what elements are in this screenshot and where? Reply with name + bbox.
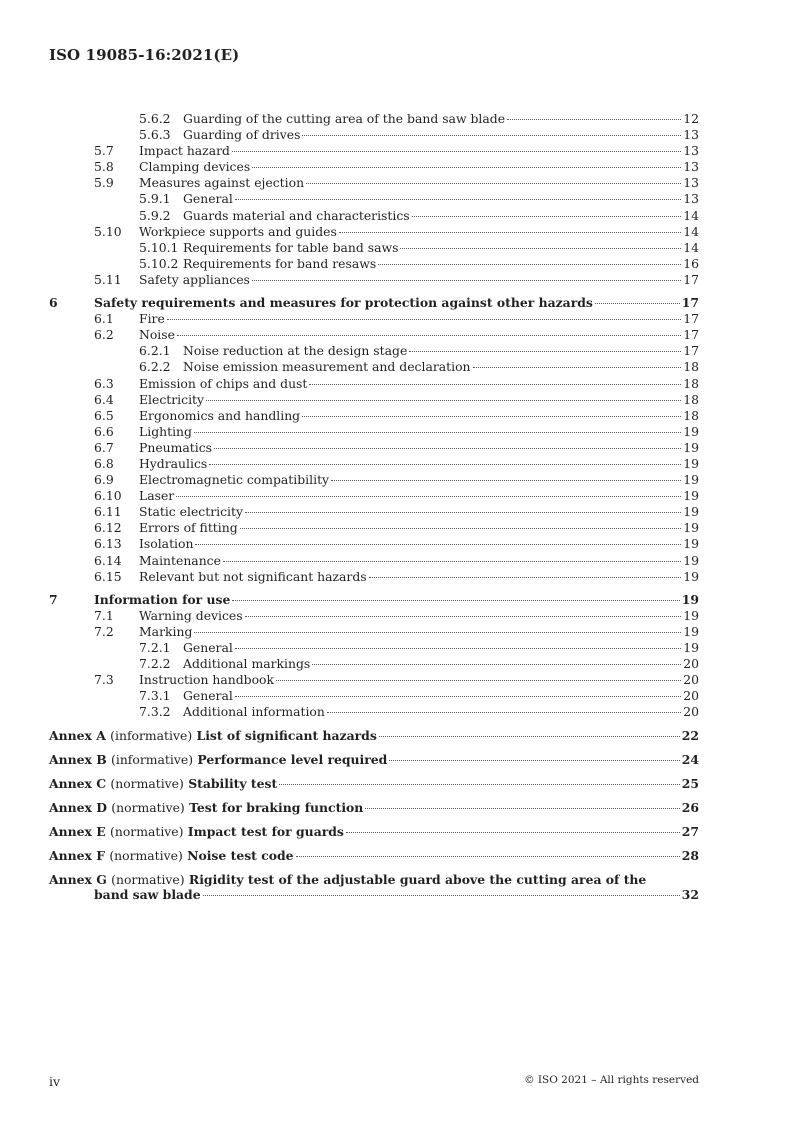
toc-title: Static electricity xyxy=(139,504,243,520)
dot-leader xyxy=(595,303,680,304)
toc-page-number: 13 xyxy=(683,175,699,191)
toc-page-number: 13 xyxy=(683,191,699,207)
annex-prefix: Annex C xyxy=(49,776,107,792)
toc-title: Guards material and characteristics xyxy=(183,207,410,223)
toc-title: Safety requirements and measures for protection against other hazards xyxy=(94,295,593,311)
toc-entry-7-2-1[interactable] xyxy=(49,640,699,656)
toc-entry-annex-a[interactable] xyxy=(49,728,699,744)
toc-page-number: 19 xyxy=(683,488,699,504)
toc-title: Noise emission measurement and declaration xyxy=(183,359,471,375)
toc-entry-5-10-1[interactable] xyxy=(49,240,699,256)
dot-leader xyxy=(346,832,680,833)
annex-title: Noise test code xyxy=(187,848,294,864)
toc-entry-6-3[interactable] xyxy=(49,376,699,392)
toc-page-number: 17 xyxy=(681,295,699,311)
toc-number: 6.5 xyxy=(94,407,114,423)
annex-title: List of significant hazards xyxy=(196,728,377,744)
toc-number: 6.14 xyxy=(94,552,122,568)
toc-title: Requirements for table band saws xyxy=(183,239,399,255)
toc-page-number: 20 xyxy=(683,672,699,688)
toc-page-number: 18 xyxy=(683,407,699,423)
toc-page-number: 19 xyxy=(683,552,699,568)
toc-entry-7-3[interactable] xyxy=(49,672,699,688)
toc-entry-5-9[interactable] xyxy=(49,175,699,191)
dot-leader xyxy=(245,512,681,513)
toc-entry-7-3-1[interactable] xyxy=(49,688,699,704)
toc-entry-5-9-2[interactable] xyxy=(49,208,699,224)
toc-number: 6.15 xyxy=(94,568,122,584)
toc-page-number: 13 xyxy=(683,127,699,143)
toc-title: Impact hazard xyxy=(139,143,230,159)
toc-page-number: 18 xyxy=(683,375,699,391)
toc-title: Pneumatics xyxy=(139,439,213,455)
toc-page-number: 14 xyxy=(683,223,699,239)
dot-leader xyxy=(296,856,680,857)
toc-title: General xyxy=(183,640,233,655)
dot-leader xyxy=(194,432,681,433)
toc-page-number: 22 xyxy=(681,728,699,744)
toc-number: 7.2.1 xyxy=(139,640,171,655)
toc-title: General xyxy=(183,688,233,704)
toc-page-number: 20 xyxy=(683,656,699,672)
dot-leader xyxy=(252,280,681,281)
page-number: iv xyxy=(49,1074,61,1089)
toc-number: 6.2.2 xyxy=(139,359,171,375)
toc-page-number: 20 xyxy=(683,704,699,720)
dot-leader xyxy=(507,119,681,120)
dot-leader xyxy=(279,784,680,785)
annex-prefix: Annex F xyxy=(49,848,106,864)
toc-number: 7.3.1 xyxy=(139,688,171,704)
dot-leader xyxy=(232,600,679,601)
toc-page-number: 25 xyxy=(681,776,699,792)
annex-title: Stability test xyxy=(188,776,278,792)
toc-number: 6.11 xyxy=(94,504,122,520)
toc-entry-5-7[interactable] xyxy=(49,143,699,159)
toc-page-number: 32 xyxy=(681,887,699,903)
toc-title: Electromagnetic compatibility xyxy=(139,472,330,488)
toc-page-number: 19 xyxy=(683,455,699,471)
toc-entry-6-11[interactable] xyxy=(49,504,699,520)
annex-kind: (normative) xyxy=(110,776,184,792)
annex-kind: (informative) xyxy=(111,752,194,768)
toc-title: Lighting xyxy=(139,423,192,439)
toc-number: 6.12 xyxy=(94,520,122,536)
toc-page-number: 14 xyxy=(683,207,699,223)
toc-number: 6.4 xyxy=(94,391,114,407)
toc-title: Ergonomics and handling xyxy=(139,407,301,423)
toc-entry-6[interactable] xyxy=(49,295,699,311)
dot-leader xyxy=(240,528,682,529)
toc-entry-6-9[interactable] xyxy=(49,472,699,488)
annex-kind: (informative) xyxy=(110,728,193,744)
toc-page-number: 27 xyxy=(681,824,699,840)
dot-leader xyxy=(167,319,681,320)
dot-leader xyxy=(194,632,681,633)
dot-leader xyxy=(378,264,681,265)
toc-page-number: 19 xyxy=(683,623,699,639)
toc-page-number: 19 xyxy=(683,640,699,655)
toc-number: 5.6.2 xyxy=(139,111,171,126)
toc-title: Information for use xyxy=(94,591,231,607)
toc-title: Relevant but not significant hazards xyxy=(139,568,367,584)
dot-leader xyxy=(206,400,681,401)
dot-leader xyxy=(209,464,681,465)
toc-entry-6-4[interactable] xyxy=(49,392,699,408)
toc-page-number: 20 xyxy=(683,688,699,704)
toc-page-number: 19 xyxy=(683,423,699,439)
toc-entry-6-13[interactable] xyxy=(49,536,699,552)
toc-section-5-continued xyxy=(49,111,699,288)
toc-number: 6.8 xyxy=(94,455,114,471)
dot-leader xyxy=(235,199,681,200)
annex-kind: (normative) xyxy=(110,824,184,840)
copyright-notice: © ISO 2021 – All rights reserved xyxy=(524,1074,699,1086)
annex-label xyxy=(49,824,344,840)
toc-number: 5.9.1 xyxy=(139,191,171,207)
toc-title: Electricity xyxy=(139,391,205,407)
dot-leader xyxy=(245,616,682,617)
toc-title: Guarding of drives xyxy=(183,127,301,143)
annex-prefix: Annex E xyxy=(49,824,106,840)
dot-leader xyxy=(232,151,681,152)
toc-title: Hydraulics xyxy=(139,455,208,471)
dot-leader xyxy=(214,448,681,449)
toc-page-number: 19 xyxy=(683,568,699,584)
toc-page-number: 19 xyxy=(683,607,699,623)
toc-number: 5.6.3 xyxy=(139,127,171,143)
dot-leader xyxy=(309,384,681,385)
toc-page-number: 19 xyxy=(683,504,699,520)
toc-entry-7[interactable] xyxy=(49,592,699,608)
toc-number: 6.2.1 xyxy=(139,343,171,359)
toc-entry-5-6-3[interactable] xyxy=(49,127,699,143)
toc-number: 7.2 xyxy=(94,623,114,639)
dot-leader xyxy=(235,696,681,697)
toc-page-number: 17 xyxy=(683,343,699,359)
toc-number: 7.3.2 xyxy=(139,704,171,720)
annex-title: Test for braking function xyxy=(189,800,364,816)
toc-number: 6.2 xyxy=(94,327,114,343)
toc-entry-6-2-1[interactable] xyxy=(49,343,699,359)
toc-number: 6 xyxy=(49,295,58,311)
dot-leader xyxy=(302,416,681,417)
table-of-contents xyxy=(49,111,699,902)
toc-title: Guarding of the cutting area of the band saw blade xyxy=(183,111,506,126)
toc-title: Noise xyxy=(139,327,175,343)
annex-label xyxy=(49,752,387,768)
toc-page-number: 17 xyxy=(683,271,699,287)
toc-number: 5.10.2 xyxy=(139,255,179,271)
dot-leader xyxy=(400,248,681,249)
toc-page-number: 16 xyxy=(683,255,699,271)
toc-page-number: 19 xyxy=(681,591,699,607)
toc-page-number: 18 xyxy=(683,391,699,407)
toc-page-number: 17 xyxy=(683,327,699,343)
toc-title: Additional markings xyxy=(183,656,311,672)
toc-number: 7.3 xyxy=(94,672,114,688)
toc-title: Instruction handbook xyxy=(139,672,275,688)
toc-page-number: 19 xyxy=(683,520,699,536)
dot-leader xyxy=(195,544,681,545)
toc-entry-annex-d[interactable] xyxy=(49,800,699,816)
toc-number: 6.7 xyxy=(94,439,114,455)
toc-entry-annex-f[interactable] xyxy=(49,848,699,864)
annex-label xyxy=(49,848,294,864)
toc-entry-6-2-2[interactable] xyxy=(49,359,699,375)
dot-leader xyxy=(369,577,682,578)
toc-number: 6.13 xyxy=(94,536,122,552)
dot-leader xyxy=(203,895,680,896)
dot-leader xyxy=(223,561,681,562)
toc-title: Maintenance xyxy=(139,552,221,568)
toc-title: Additional information xyxy=(183,704,325,720)
toc-title: Errors of fitting xyxy=(139,520,238,536)
toc-entry-5-11[interactable] xyxy=(49,272,699,288)
toc-entry-7-1[interactable] xyxy=(49,608,699,624)
toc-number: 5.9.2 xyxy=(139,207,171,223)
toc-number: 7.1 xyxy=(94,607,114,623)
toc-entry-6-5[interactable] xyxy=(49,408,699,424)
toc-entry-7-2[interactable] xyxy=(49,624,699,640)
toc-entry-5-10-2[interactable] xyxy=(49,256,699,272)
toc-entry-annex-b[interactable] xyxy=(49,752,699,768)
toc-page-number: 28 xyxy=(681,848,699,864)
toc-section-6 xyxy=(49,295,699,585)
toc-number: 5.10.1 xyxy=(139,239,179,255)
toc-number: 7.2.2 xyxy=(139,656,171,672)
toc-entry-7-3-2[interactable] xyxy=(49,704,699,720)
annex-title-line2: band saw blade xyxy=(94,887,201,903)
toc-page-number: 13 xyxy=(683,143,699,159)
toc-entry-6-8[interactable] xyxy=(49,456,699,472)
dot-leader xyxy=(176,496,681,497)
toc-number: 6.6 xyxy=(94,423,114,439)
dot-leader xyxy=(409,351,681,352)
toc-title: Clamping devices xyxy=(139,159,251,175)
toc-number: 6.9 xyxy=(94,472,114,488)
toc-title: Warning devices xyxy=(139,607,243,623)
toc-title: Fire xyxy=(139,311,165,327)
toc-title: Workpiece supports and guides xyxy=(139,223,337,239)
annex-title: Performance level required xyxy=(197,752,388,768)
toc-entry-6-1[interactable] xyxy=(49,311,699,327)
toc-page-number: 18 xyxy=(683,359,699,375)
dot-leader xyxy=(177,335,681,336)
dot-leader xyxy=(235,648,681,649)
dot-leader xyxy=(302,135,681,136)
dot-leader xyxy=(412,216,682,217)
toc-entry-5-10[interactable] xyxy=(49,224,699,240)
toc-entry-6-15[interactable] xyxy=(49,569,699,585)
toc-title: Marking xyxy=(139,623,193,639)
toc-entry-annex-c[interactable] xyxy=(49,776,699,792)
toc-page-number: 26 xyxy=(681,800,699,816)
annex-label xyxy=(49,776,277,792)
annex-title: Impact test for guards xyxy=(187,824,344,840)
dot-leader xyxy=(473,367,682,368)
toc-title: Isolation xyxy=(139,536,194,552)
annex-label xyxy=(49,800,363,816)
toc-entry-6-12[interactable] xyxy=(49,520,699,536)
toc-number: 7 xyxy=(49,591,58,607)
toc-number: 6.1 xyxy=(94,311,114,327)
dot-leader xyxy=(312,664,681,665)
document-id-header: ISO 19085-16:2021(E) xyxy=(49,46,240,64)
dot-leader xyxy=(365,808,679,809)
toc-page-number: 19 xyxy=(683,536,699,552)
toc-number: 5.11 xyxy=(94,271,122,287)
toc-number: 6.3 xyxy=(94,375,114,391)
annex-title-line1: Rigidity test of the adjustable guard above the cutting area of the xyxy=(188,872,647,888)
toc-entry-6-7[interactable] xyxy=(49,440,699,456)
toc-entry-5-8[interactable] xyxy=(49,159,699,175)
toc-entry-7-2-2[interactable] xyxy=(49,656,699,672)
toc-number: 5.7 xyxy=(94,143,114,159)
annex-label xyxy=(49,728,377,744)
toc-entry-annex-e[interactable] xyxy=(49,824,699,840)
annex-kind: (normative) xyxy=(109,848,183,864)
toc-annexes xyxy=(49,728,699,864)
toc-page-number: 14 xyxy=(683,239,699,255)
toc-entry-6-2[interactable] xyxy=(49,327,699,343)
dot-leader xyxy=(331,480,681,481)
annex-prefix: Annex D xyxy=(49,800,107,816)
toc-entry-6-6[interactable] xyxy=(49,424,699,440)
annex-prefix: Annex A xyxy=(49,728,106,744)
annex-prefix: Annex G xyxy=(49,872,107,888)
toc-number: 6.10 xyxy=(94,488,122,504)
dot-leader xyxy=(339,232,681,233)
dot-leader xyxy=(389,760,679,761)
toc-number: 5.9 xyxy=(94,175,114,191)
toc-page-number: 13 xyxy=(683,159,699,175)
toc-section-7 xyxy=(49,592,699,721)
annex-prefix: Annex B xyxy=(49,752,107,768)
toc-title: Emission of chips and dust xyxy=(139,375,308,391)
dot-leader xyxy=(252,167,681,168)
toc-title: Laser xyxy=(139,488,175,504)
dot-leader xyxy=(306,183,681,184)
toc-title: Measures against ejection xyxy=(139,175,305,191)
dot-leader xyxy=(276,680,681,681)
toc-page-number: 19 xyxy=(683,472,699,488)
toc-page-number: 17 xyxy=(683,311,699,327)
toc-number: 5.10 xyxy=(94,223,122,239)
dot-leader xyxy=(327,712,681,713)
toc-number: 5.8 xyxy=(94,159,114,175)
dot-leader xyxy=(379,736,680,737)
toc-entry-5-9-1[interactable] xyxy=(49,191,699,207)
toc-entry-6-10[interactable] xyxy=(49,488,699,504)
toc-title: General xyxy=(183,191,233,207)
annex-kind: (normative) xyxy=(111,800,185,816)
toc-title: Safety appliances xyxy=(139,271,250,287)
toc-page-number: 19 xyxy=(683,439,699,455)
toc-entry-5-6-2[interactable] xyxy=(49,111,699,127)
toc-page-number: 12 xyxy=(683,111,699,126)
toc-page-number: 24 xyxy=(681,752,699,768)
toc-entry-annex-g[interactable] xyxy=(49,872,699,902)
toc-title: Requirements for band resaws xyxy=(183,255,377,271)
toc-title: Noise reduction at the design stage xyxy=(183,343,408,359)
toc-entry-6-14[interactable] xyxy=(49,553,699,569)
annex-kind: (normative) xyxy=(111,872,185,888)
